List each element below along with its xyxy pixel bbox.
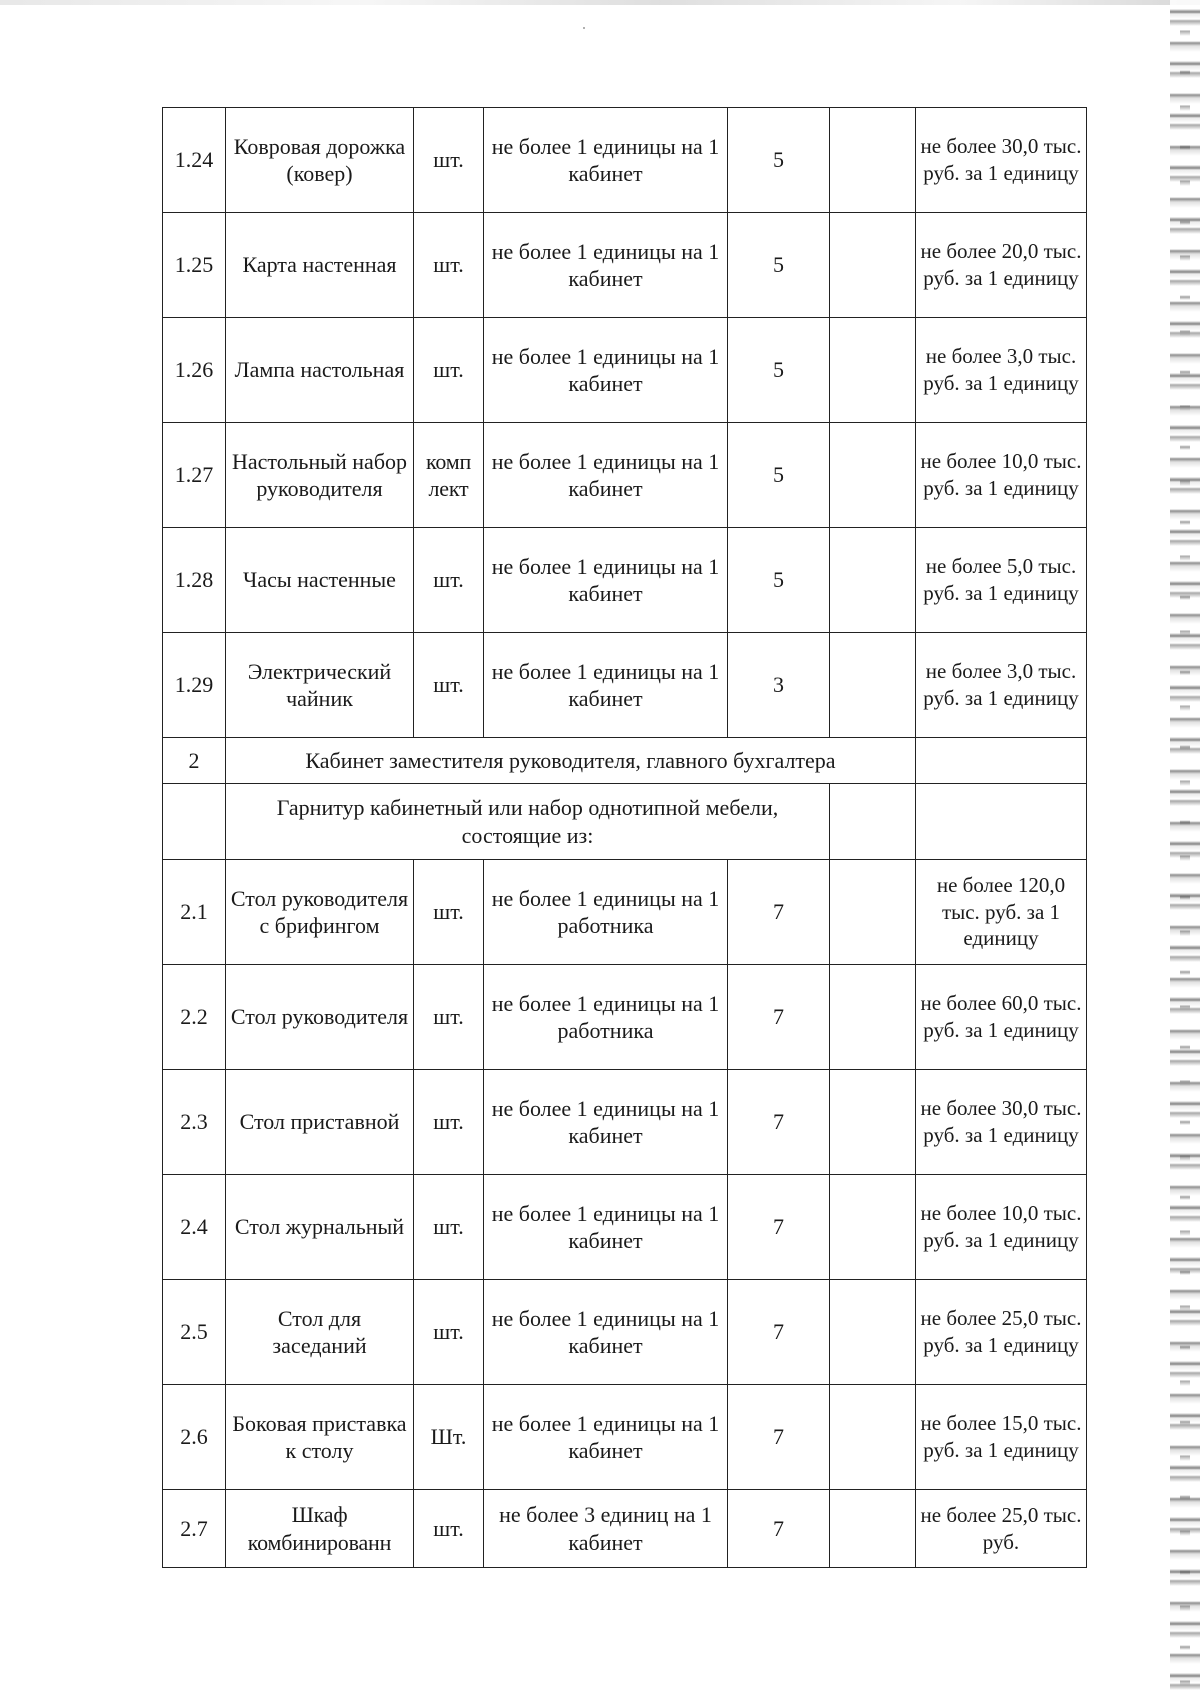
unit: шт. xyxy=(414,860,484,965)
service-term: 7 xyxy=(728,1490,830,1568)
item-name: Карта настенная xyxy=(226,213,414,318)
unit: Шт. xyxy=(414,1385,484,1490)
table-row xyxy=(163,1280,1087,1385)
unit: шт. xyxy=(414,1280,484,1385)
unit: шт. xyxy=(414,965,484,1070)
quantity-norm: не более 1 единицы на 1 кабинет xyxy=(484,1175,728,1280)
subsection-number xyxy=(163,784,226,860)
price-limit: не более 10,0 тыс. руб. за 1 единицу xyxy=(916,1175,1087,1280)
furniture-norms-table xyxy=(162,107,1087,1568)
section-row xyxy=(163,738,1087,784)
row-number: 1.25 xyxy=(163,213,226,318)
service-term: 7 xyxy=(728,1280,830,1385)
unit: шт. xyxy=(414,1490,484,1568)
service-term: 7 xyxy=(728,965,830,1070)
service-term: 5 xyxy=(728,318,830,423)
empty-cell xyxy=(830,213,916,318)
price-limit: не более 30,0 тыс. руб. за 1 единицу xyxy=(916,1070,1087,1175)
price-limit: не более 120,0 тыс. руб. за 1 единицу xyxy=(916,860,1087,965)
row-number: 1.24 xyxy=(163,108,226,213)
table-row xyxy=(163,213,1087,318)
quantity-norm: не более 1 единицы на 1 кабинет xyxy=(484,318,728,423)
price-limit: не более 25,0 тыс. руб. xyxy=(916,1490,1087,1568)
service-term: 5 xyxy=(728,108,830,213)
price-limit: не более 25,0 тыс. руб. за 1 единицу xyxy=(916,1280,1087,1385)
item-name: Стол руководителя xyxy=(226,965,414,1070)
unit: шт. xyxy=(414,1175,484,1280)
item-name: Электрический чайник xyxy=(226,633,414,738)
item-name: Шкаф комбинированн xyxy=(226,1490,414,1568)
item-name: Часы настенные xyxy=(226,528,414,633)
unit: шт. xyxy=(414,633,484,738)
service-term: 7 xyxy=(728,1385,830,1490)
table-row xyxy=(163,860,1087,965)
price-limit: не более 20,0 тыс. руб. за 1 единицу xyxy=(916,213,1087,318)
row-number: 2.1 xyxy=(163,860,226,965)
scan-edge-right-noise xyxy=(1180,0,1190,1690)
quantity-norm: не более 1 единицы на 1 работника xyxy=(484,860,728,965)
subsection-title: Гарнитур кабинетный или набор однотипной мебели, состоящие из: xyxy=(226,784,830,860)
item-name: Настольный набор руководителя xyxy=(226,423,414,528)
subsection-price-cell xyxy=(916,784,1087,860)
unit: шт. xyxy=(414,528,484,633)
section-price-cell xyxy=(916,738,1087,784)
unit: комп лект xyxy=(414,423,484,528)
table-row xyxy=(163,108,1087,213)
empty-cell xyxy=(830,318,916,423)
row-number: 1.28 xyxy=(163,528,226,633)
quantity-norm: не более 3 единиц на 1 кабинет xyxy=(484,1490,728,1568)
empty-cell xyxy=(830,528,916,633)
section-title: Кабинет заместителя руководителя, главного бухгалтера xyxy=(226,738,916,784)
empty-cell xyxy=(830,965,916,1070)
service-term: 7 xyxy=(728,860,830,965)
service-term: 5 xyxy=(728,528,830,633)
empty-cell xyxy=(830,1280,916,1385)
table-row xyxy=(163,423,1087,528)
empty-cell xyxy=(830,1385,916,1490)
service-term: 7 xyxy=(728,1175,830,1280)
scan-speck xyxy=(583,27,585,29)
table-row xyxy=(163,965,1087,1070)
table-row xyxy=(163,318,1087,423)
row-number: 1.29 xyxy=(163,633,226,738)
empty-cell xyxy=(830,1490,916,1568)
row-number: 2.6 xyxy=(163,1385,226,1490)
price-limit: не более 5,0 тыс. руб. за 1 единицу xyxy=(916,528,1087,633)
quantity-norm: не более 1 единицы на 1 кабинет xyxy=(484,423,728,528)
item-name: Стол руководителя с брифингом xyxy=(226,860,414,965)
row-number: 1.26 xyxy=(163,318,226,423)
scan-edge-top xyxy=(0,0,1200,5)
item-name: Стол журнальный xyxy=(226,1175,414,1280)
row-number: 2.3 xyxy=(163,1070,226,1175)
quantity-norm: не более 1 единицы на 1 кабинет xyxy=(484,1070,728,1175)
row-number: 1.27 xyxy=(163,423,226,528)
table-row xyxy=(163,1070,1087,1175)
item-name: Лампа настольная xyxy=(226,318,414,423)
row-number: 2.2 xyxy=(163,965,226,1070)
row-number: 2.7 xyxy=(163,1490,226,1568)
table-row xyxy=(163,1385,1087,1490)
service-term: 7 xyxy=(728,1070,830,1175)
service-term: 3 xyxy=(728,633,830,738)
empty-cell xyxy=(830,784,916,860)
unit: шт. xyxy=(414,318,484,423)
quantity-norm: не более 1 единицы на 1 кабинет xyxy=(484,528,728,633)
service-term: 5 xyxy=(728,423,830,528)
row-number: 2.5 xyxy=(163,1280,226,1385)
price-limit: не более 3,0 тыс. руб. за 1 единицу xyxy=(916,633,1087,738)
unit: шт. xyxy=(414,108,484,213)
table-row xyxy=(163,633,1087,738)
quantity-norm: не более 1 единицы на 1 работника xyxy=(484,965,728,1070)
item-name: Стол для заседаний xyxy=(226,1280,414,1385)
unit: шт. xyxy=(414,213,484,318)
quantity-norm: не более 1 единицы на 1 кабинет xyxy=(484,213,728,318)
empty-cell xyxy=(830,633,916,738)
section-number: 2 xyxy=(163,738,226,784)
quantity-norm: не более 1 единицы на 1 кабинет xyxy=(484,633,728,738)
row-number: 2.4 xyxy=(163,1175,226,1280)
price-limit: не более 3,0 тыс. руб. за 1 единицу xyxy=(916,318,1087,423)
table-row xyxy=(163,1175,1087,1280)
empty-cell xyxy=(830,423,916,528)
subsection-row xyxy=(163,784,1087,860)
price-limit: не более 15,0 тыс. руб. за 1 единицу xyxy=(916,1385,1087,1490)
item-name: Ковровая дорожка (ковер) xyxy=(226,108,414,213)
quantity-norm: не более 1 единицы на 1 кабинет xyxy=(484,1385,728,1490)
service-term: 5 xyxy=(728,213,830,318)
empty-cell xyxy=(830,1070,916,1175)
price-limit: не более 60,0 тыс. руб. за 1 единицу xyxy=(916,965,1087,1070)
price-limit: не более 10,0 тыс. руб. за 1 единицу xyxy=(916,423,1087,528)
empty-cell xyxy=(830,108,916,213)
table-row xyxy=(163,1490,1087,1568)
quantity-norm: не более 1 единицы на 1 кабинет xyxy=(484,1280,728,1385)
quantity-norm: не более 1 единицы на 1 кабинет xyxy=(484,108,728,213)
item-name: Стол приставной xyxy=(226,1070,414,1175)
table-row xyxy=(163,528,1087,633)
empty-cell xyxy=(830,1175,916,1280)
unit: шт. xyxy=(414,1070,484,1175)
empty-cell xyxy=(830,860,916,965)
price-limit: не более 30,0 тыс. руб. за 1 единицу xyxy=(916,108,1087,213)
item-name: Боковая приставка к столу xyxy=(226,1385,414,1490)
